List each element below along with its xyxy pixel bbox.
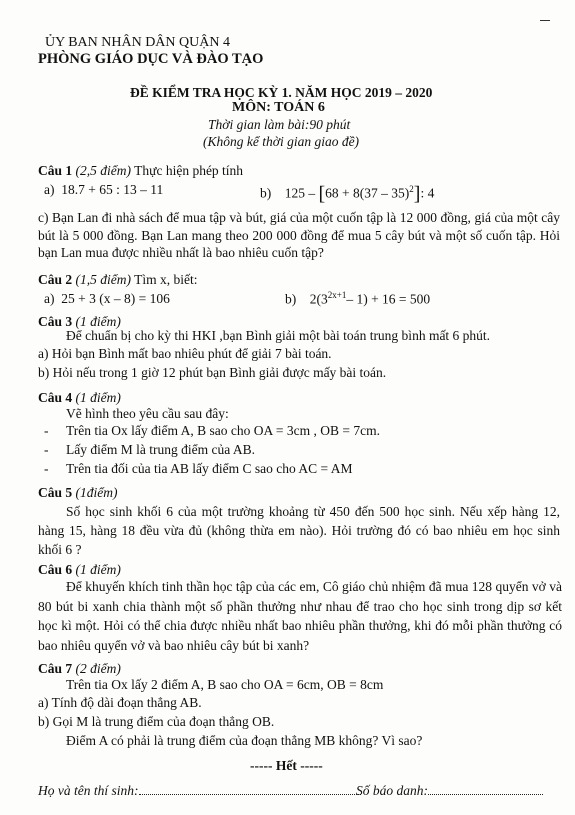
org-name: ỦY BAN NHÂN DÂN QUẬN 4: [45, 35, 230, 50]
question-points: (2,5 điểm): [75, 163, 131, 178]
exam-time: Thời gian làm bài:90 phút: [208, 117, 351, 132]
question-2-b: [285, 287, 430, 308]
exam-subject: MÔN: TOÁN 6: [232, 100, 325, 115]
question-label: Câu 2: [38, 272, 73, 287]
bullet: -: [44, 442, 49, 457]
candidate-id-row: [356, 782, 543, 799]
question-7-text: Trên tia Ox lấy 2 điểm A, B sao cho OA = 6cm, OB = 8cm: [66, 677, 384, 692]
question-text: Thực hiện phép tính: [134, 163, 244, 178]
question-points: (1,5 điểm): [75, 272, 131, 287]
question-1-c: c) Bạn Lan đi nhà sách để mua tập và bút, giá của một cuốn tập là 12 000 đồng, giá của một cây bút là 5 000 đồng. Bạn Lan mang theo 200 000 đồng để mua 5 cây bút và một số cuốn tập. Hỏi bạn Lan mua được nhiều nhất là bao nhiêu cuốn tập?: [38, 210, 560, 260]
bullet: -: [44, 423, 49, 438]
question-6-heading: [38, 561, 121, 578]
math-expression: 25 + 3 (x – 8) = 106: [61, 291, 170, 306]
question-label: Câu 7: [38, 661, 73, 676]
department-name: PHÒNG GIÁO DỤC VÀ ĐÀO TẠO: [38, 51, 264, 67]
question-6-text: Để khuyến khích tinh thần học tập của các em, Cô giáo chủ nhiệm đã mua 128 quyển vở và 80 bút bi xanh chia thành một số phần thưởng như nhau để trao cho học sinh trong dịp sơ kết học kì một. Hỏi có thể chia được nhiều nhất bao nhiêu phần thưởng, khi đó mỗi phần thưởng có bao nhiêu quyển vở và bao nhiêu cây bút bi xanh?: [38, 579, 562, 653]
question-1-heading: [38, 162, 243, 179]
corner-mark: [540, 20, 550, 21]
question-7-a: a) Tính độ dài đoạn thẳng AB.: [38, 695, 202, 710]
math-expression: 68 + 8(37 – 35): [325, 185, 410, 201]
list-item: - Lấy điểm M là trung điểm của AB.: [44, 442, 255, 457]
list-item: - Trên tia đối của tia AB lấy điểm C sao cho AC = AM: [44, 461, 353, 476]
question-label: Câu 3: [38, 314, 73, 329]
question-5-heading: [38, 484, 118, 501]
question-2-heading: [38, 271, 198, 288]
question-points: (2 điểm): [75, 661, 121, 676]
part-label: a): [44, 182, 55, 197]
candidate-id-blank[interactable]: [428, 782, 543, 795]
part-label: b): [285, 291, 297, 307]
question-points: (1 điểm): [75, 390, 121, 405]
question-points: (1 điểm): [75, 562, 121, 577]
question-7-b: b) Gọi M là trung điểm của đoạn thẳng OB.: [38, 714, 275, 729]
part-label: a): [44, 291, 55, 306]
exam-time-note: (Không kể thời gian giao đề): [203, 134, 360, 149]
question-3-text: Để chuẩn bị cho kỳ thi HKI ,bạn Bình giải một bài toán trung bình mất 6 phút.: [66, 328, 491, 343]
question-7-heading: [38, 660, 121, 677]
question-5-text: Số học sinh khối 6 của một trường khoảng từ 450 đến 500 học sinh. Nếu xếp hàng 12, hàng 15, hàng 18 đều vừa đủ (không thừa em nào). Hỏi trường đó có bao nhiêu em học sinh khối 6 ?: [38, 504, 560, 557]
math-expression: 18.7 + 65 : 13 – 11: [61, 182, 164, 197]
math-expression: 2(3: [309, 291, 328, 307]
math-expression: 125 –: [284, 185, 316, 201]
math-expression: – 1) + 16 = 500: [346, 291, 431, 307]
question-label: Câu 4: [38, 390, 73, 405]
candidate-name-row: [38, 782, 361, 799]
question-label: Câu 6: [38, 562, 73, 577]
end-marker: ----- Hết -----: [250, 758, 323, 773]
question-2-a: [44, 290, 170, 307]
question-points: (1 điểm): [75, 314, 121, 329]
question-4-heading: [38, 389, 121, 406]
question-label: Câu 1: [38, 163, 73, 178]
question-1-b: [260, 181, 435, 205]
question-4-text: Vẽ hình theo yêu cầu sau đây:: [66, 406, 229, 421]
question-text: Tìm x, biết:: [134, 272, 198, 287]
question-points: (1điểm): [75, 485, 118, 500]
question-3-a: a) Hỏi bạn Bình mất bao nhiêu phút để giải 7 bài toán.: [38, 346, 332, 361]
right-bracket: ]: [413, 182, 421, 205]
candidate-name-label: Họ và tên thí sinh:: [38, 783, 139, 798]
left-bracket: [: [318, 182, 326, 205]
list-item: - Trên tia Ox lấy điểm A, B sao cho OA = 3cm , OB = 7cm.: [44, 423, 380, 438]
question-7-b2: Điểm A có phải là trung điểm của đoạn thẳng MB không? Vì sao?: [66, 733, 423, 748]
question-1-a: [44, 181, 163, 198]
exam-title: ĐỀ KIỂM TRA HỌC KỲ 1. NĂM HỌC 2019 – 2020: [130, 85, 433, 100]
question-3-b: b) Hỏi nếu trong 1 giờ 12 phút bạn Bình giải được mấy bài toán.: [38, 365, 387, 380]
part-label: b): [260, 185, 272, 201]
candidate-id-label: Số báo danh:: [356, 783, 428, 798]
math-expression: : 4: [420, 185, 435, 201]
candidate-name-blank[interactable]: [139, 782, 361, 795]
exponent: 2: [409, 184, 414, 194]
exponent: 2x+1: [327, 290, 347, 300]
question-label: Câu 5: [38, 485, 73, 500]
bullet: -: [44, 461, 49, 476]
